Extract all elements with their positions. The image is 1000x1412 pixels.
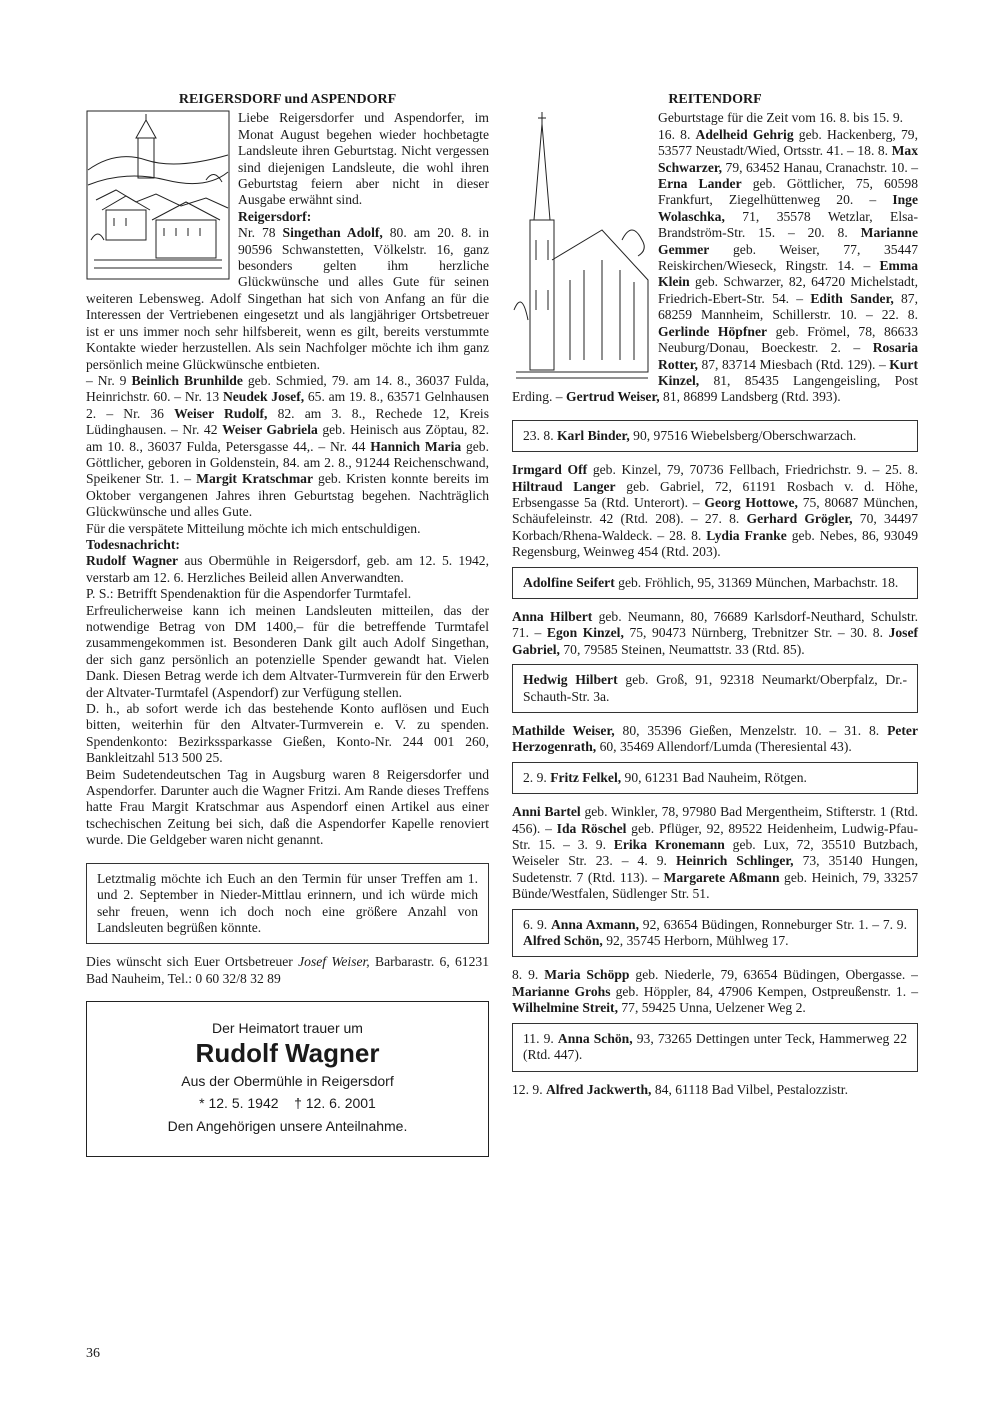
box-axmann-schoen: 6. 9. Anna Axmann, 92, 63654 Büdingen, Ronneburger Str. 1. – 7. 9. Alfred Schön, 92, 35745 Herborn, Mühlweg 17.: [512, 909, 918, 958]
obituary-paragraph: Rudolf Wagner aus Obermühle in Reigersdorf, geb. am 12. 5. 1942, verstarb am 12. 6. Herzliches Beileid allen Anverwandten.: [86, 553, 489, 585]
augsburg-paragraph: Beim Sudetendeutschen Tag in Augsburg waren 8 Reigersdorfer und Aspendorfer. Darunter auch die Wagner Fritzi. Am Rande dieses Treffens hatte Frau Margit Kratschmar aus Aspendorf einen Artikel aus einer tschechischen Zeitung bei sich, daß die Aspendorfer Kapelle renoviert wurde. Die Geldgeber waren nicht genannt.: [86, 766, 489, 848]
box-anna-schoen: 11. 9. Anna Schön, 93, 73265 Dettingen unter Teck, Hammerweg 22 (Rtd. 447).: [512, 1023, 918, 1072]
notice-origin: Aus der Obermühle in Reigersdorf: [181, 1072, 394, 1089]
death-notice-box: [86, 1001, 489, 1157]
notice-name: Rudolf Wagner: [195, 1037, 380, 1068]
subheading-reigersdorf: Reigersdorf:: [238, 208, 312, 224]
subheading-obituary: Todesnachricht:: [86, 536, 180, 552]
section-heading-reitendorf: REITENDORF: [668, 92, 762, 107]
reitendorf-birthdays-7: 12. 9. Alfred Jackwerth, 84, 61118 Bad Vilbel, Pestalozzistr.: [512, 1081, 848, 1097]
birthday-singethan: Nr. 78 Singethan Adolf, 80. am 20. 8. in 90596 Schwanstetten, Völkelstr. 16, ganz besonders gelten ihm herzliche Glückwünsche und alles Gute für seinen weiteren Lebensweg. Adolf Singethan hat sich von Anfang an für die Interessen der Vertriebenen eingesetzt und als langjähriger Ortsbetreuer ist er uns immer noch sehr hilfsbereit, wenn es gilt, bereits verstummte Kontakte wieder herzustellen. Als sein Nachfolger möchte ich ihm ganz persönlich meine Glückwünsche entbieten.: [86, 225, 489, 372]
reitendorf-birthdays-2: Irmgard Off geb. Kinzel, 79, 70736 Fellbach, Friedrichstr. 9. – 25. 8. Hiltraud Langer geb. Gabriel, 72, 61191 Rosbach v. d. Höhe, Erbsengasse 5a (Rtd. Unterort). – Georg Hottowe, 75, 80687 München, Schäufeleinstr. 42 (Rtd. 208). – 27. 8. Gerhard Grögler, 70, 34497 Korbach/Rhena-Waldeck. – 28. 8. Lydia Franke geb. Nebes, 86, 93049 Regensburg, Weinweg 454 (Rtd. 203).: [512, 462, 919, 560]
donation-paragraph: Erfreulicherweise kann ich meinen Landsleuten mitteilen, das der notwendige Betrag von DM 1400,– für die betreffende Turmtafel zusammengekommen ist. Besonderen Dank gilt auch Adolf Singethan, der sich ganz persönlich an potenzielle Spender gewandt hat. Vielen Dank. Diesen Betrag werde ich dem Altvater-Turmverein für den Erwerb der Altvater-Turmtafel (Aspendorf) zur Verfügung stellen.: [86, 602, 489, 700]
ps-paragraph: P. S.: Betrifft Spendenaktion für die Aspendorfer Turmtafel.: [86, 586, 412, 602]
notice-dates: * 12. 5. 1942 † 12. 6. 2001: [199, 1095, 376, 1112]
account-paragraph: D. h., ab sofort werde ich das bestehende Konto auflösen und Euch bitten, weiterhin für den Altvater-Turmverein e. V. zu spenden. Spendenkonto: Bezirkssparkasse Gießen, Konto-Nr. 244 001 260, Bankleitzahl 513 500 25.: [86, 701, 489, 766]
box-karl-binder: 23. 8. Karl Binder, 90, 97516 Wiebelsberg/Oberschwarzach.: [512, 420, 918, 452]
meeting-reminder-box: Letztmalig möchte ich Euch an den Termin für unser Treffen am 1. und 2. September in Nieder-Mittlau erinnern, und ich würde mich sehr freuen, wenn ich doch noch eine größere Anzahl von Landsleuten begrüßen könnte.: [86, 863, 489, 945]
notice-condolence: Den Angehörigen unsere Anteilnahme.: [167, 1117, 408, 1134]
reitendorf-birthdays-1: Geburtstage für die Zeit vom 16. 8. bis 15. 9. 16. 8. Adelheid Gehrig geb. Hackenberg, 79, 53577 Neustadt/Wied, Ortsstr. 41. – 18. 8. Max Schwarzer, 79, 63452 Hanau, Cranachstr. 10. – Erna Lander geb. Göttlicher, 75, 60598 Frankfurt, Ziegelhüttenweg 20. – Inge Wolaschka, 71, 35578 Wetzlar, Elsa-Brandström-Str. 15. – 20. 8. Marianne Gemmer geb. Weiser, 77, 35447 Reiskirchen/Wieseck, Ringstr. 14. – Emma Klein geb. Schwarzer, 82, 64720 Michelstadt, Friedrich-Ebert-Str. 54. – Edith Sander, 87, 68259 Mannheim, Schillerstr. 10. – 22. 8. Gerlinde Höpfner geb. Frömel, 78, 86633 Neuburg/Donau, Boeckestr. 2. – Rosaria Rotter, 87, 83714 Miesbach (Rtd. 129). – Kurt Kinzel, 81, 85435 Langengeisling, Post Erding. – Gertrud Weiser, 81, 86899 Landsberg (Rtd. 393).: [512, 110, 918, 405]
apology-paragraph: Für die verspätete Mitteilung möchte ich mich entschuldigen.: [86, 520, 421, 536]
birthday-list: – Nr. 9 Beinlich Brunhilde geb. Schmied, 79. am 14. 8., 36037 Fulda, Heinrichstr. 60. – Nr. 13 Neudek Josef, 65. am 19. 8., 63571 Gelnhausen 2. – Nr. 36 Weiser Rudolf, 82. am 3. 8., Rechede 12, Kreis Lüdinghausen. – Nr. 42 Weiser Gabriela geb. Heinisch aus Zöptau, 82. am 10. 8., 36037 Fulda, Petersgasse 44,. – Nr. 44 Hannich Maria geb. Göttlicher, geboren in Goldenstein, 84. am 2. 8., 91244 Reichenschwand, Speikener Str. 1. – Margit Kratschmar geb. Kristen konnte bereits im Oktober vergangenen Jahres ihren Geburtstag begehen. Nachträglich Glückwünsche und alles Gute.: [86, 372, 490, 520]
notice-intro: Der Heimatort trauer um: [212, 1020, 363, 1037]
reitendorf-birthdays-3: Anna Hilbert geb. Neumann, 80, 76689 Karlsdorf-Neuthard, Schulstr. 71. – Egon Kinzel, 75, 90473 Nürnberg, Trebnitzer Str. – 30. 8. Josef Gabriel, 70, 79585 Steinen, Neumattstr. 33 (Rtd. 85).: [512, 608, 919, 657]
reitendorf-birthdays-5: Anni Bartel geb. Winkler, 78, 97980 Bad Mergentheim, Stifterstr. 1 (Rtd. 456). – Ida Röschel geb. Pflüger, 92, 89522 Heidenheim, Ludwig-Pfau-Str. 15. – 3. 9. Erika Kronemann geb. Lux, 72, 35510 Butzbach, Weiseler Str. 23. – 4. 9. Heinrich Schlinger, 73, 35140 Hungen, Sudetenstr. 7 (Rtd. 113). – Margarete Aßmann geb. Heinich, 79, 33257 Bünde/Westfalen, Südlenger Str. 51.: [512, 804, 919, 902]
section-heading-reigersdorf: REIGERSDORF und ASPENDORF: [178, 92, 397, 107]
right-column: [512, 92, 918, 1098]
village-sketch-illustration: [86, 110, 230, 280]
left-column: [86, 92, 489, 1157]
signature-paragraph: Dies wünscht sich Euer Ortsbetreuer Josef Weiser, Barbarastr. 6, 61231 Bad Nauheim, Tel.: 0 60 32/8 32 89: [86, 954, 489, 986]
church-sketch-illustration: [512, 110, 650, 382]
reitendorf-birthdays-6: 8. 9. Maria Schöpp geb. Niederle, 79, 63654 Büdingen, Obergasse. – Marianne Grohs geb. Höppler, 84, 47906 Kempen, Ostpreußenstr. 1. – Wilhelmine Streit, 77, 59425 Unna, Uelzener Weg 2.: [512, 967, 918, 1016]
box-fritz-felkel: 2. 9. Fritz Felkel, 90, 61231 Bad Nauheim, Rötgen.: [512, 762, 918, 794]
box-adolfine-seifert: Adolfine Seifert geb. Fröhlich, 95, 31369 München, Marbachstr. 18.: [512, 567, 918, 599]
page-number: 36: [86, 1346, 100, 1361]
box-hedwig-hilbert: Hedwig Hilbert geb. Groß, 91, 92318 Neumarkt/Oberpfalz, Dr.-Schauth-Str. 3a.: [512, 664, 918, 713]
reitendorf-birthdays-4: Mathilde Weiser, 80, 35396 Gießen, Menzelstr. 10. – 31. 8. Peter Herzogenrath, 60, 35469 Allendorf/Lumda (Theresiental 43).: [512, 723, 918, 755]
intro-paragraph: Liebe Reigersdorfer und Aspendorfer, im Monat August begehen wieder hochbetagte Landsleute ihren Geburtstag. Nicht vergessen sind diejenigen Landsleute, die wohl ihren Geburtstag feiern aber nicht in dieser Ausgabe erwähnt sind.: [238, 110, 489, 208]
